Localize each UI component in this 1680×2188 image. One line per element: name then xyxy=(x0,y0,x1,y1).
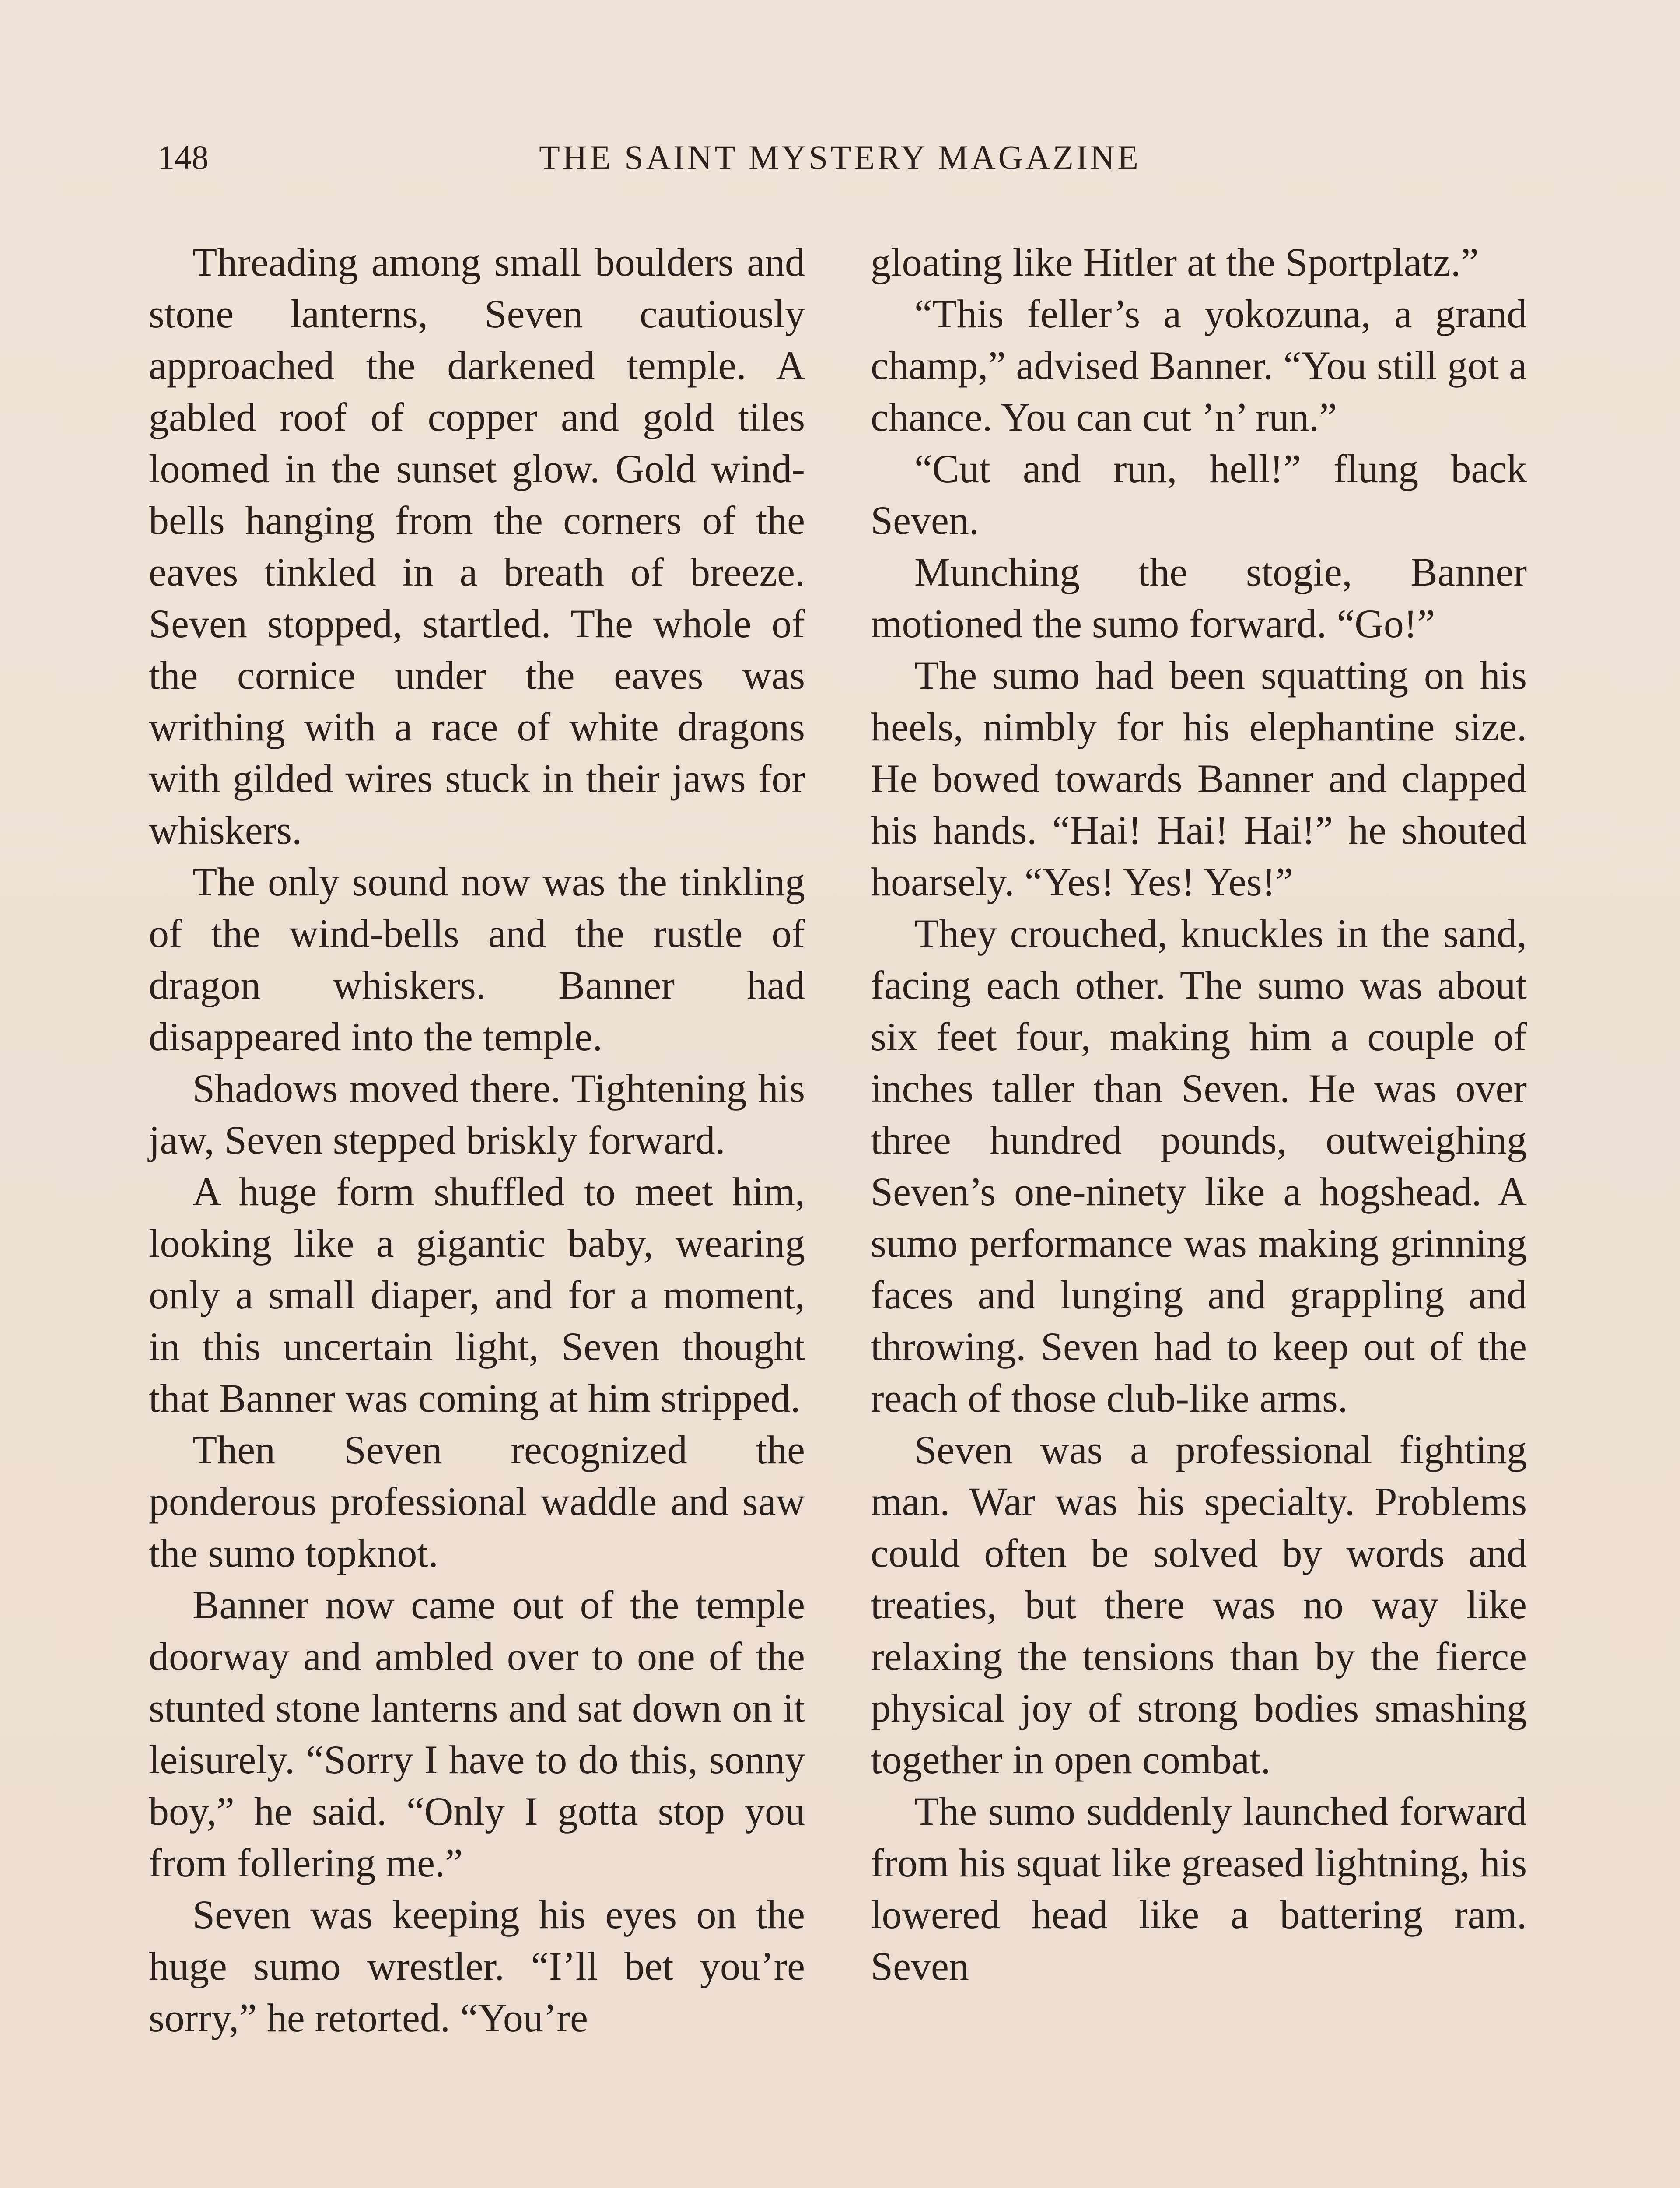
paragraph-continued: gloating like Hitler at the Sportplatz.” xyxy=(871,240,1479,284)
paragraph: A huge form shuffled to meet him, looking like a gigantic baby, wearing only a small diaper, and for a moment, in this uncertain light, Seven thought that Banner was coming at him stripped. xyxy=(149,1169,805,1420)
paragraph: Shadows moved there. Tightening his jaw, Seven stepped briskly forward. xyxy=(149,1066,805,1162)
paragraph: Then Seven recognized the ponderous professional waddle and saw the sumo topknot. xyxy=(149,1427,805,1575)
paragraph: The sumo suddenly launched forward from his squat like greased lightning, his lowered head like a battering ram. Seven xyxy=(871,1789,1527,1988)
right-column xyxy=(871,236,1527,1992)
left-column xyxy=(149,236,805,2044)
magazine-title: THE SAINT MYSTERY MAGAZINE xyxy=(539,138,1141,176)
running-head xyxy=(149,131,1531,184)
paragraph: “This feller’s a yokozuna, a grand champ,” advised Banner. “You still got a chance. You can cut ’n’ run.” xyxy=(871,291,1527,439)
paragraph: The only sound now was the tinkling of the wind-bells and the rustle of dragon whiskers. Banner had disappeared into the temple. xyxy=(149,859,805,1059)
paragraph: They crouched, knuckles in the sand, facing each other. The sumo was about six feet four, making him a couple of inches taller than Seven. He was over three hundred pounds, outweighing Seven’s one-ninety like a hogshead. A sumo performance was making grinning faces and lunging and grappling and throwing. Seven had to keep out of the reach of those club-like arms. xyxy=(871,911,1527,1420)
paragraph: Seven was a professional fighting man. War was his specialty. Problems could often be solved by words and treaties, but there was no way like relaxing the tensions than by the fierce physical joy of strong bodies smashing together in open combat. xyxy=(871,1427,1527,1782)
paragraph: Seven was keeping his eyes on the huge sumo wrestler. “I’ll bet you’re sorry,” he retorted. “You’re xyxy=(149,1892,805,2040)
paragraph: Banner now came out of the temple doorway and ambled over to one of the stunted stone lanterns and sat down on it leisurely. “Sorry I have to do this, sonny boy,” he said. “Only I gotta stop you from follering me.” xyxy=(149,1582,805,1885)
paragraph: Munching the stogie, Banner motioned the sumo forward. “Go!” xyxy=(871,550,1527,646)
paragraph: “Cut and run, hell!” flung back Seven. xyxy=(871,446,1527,543)
paragraph: Threading among small boulders and stone lanterns, Seven cautiously approached the darkened temple. A gabled roof of copper and gold tiles loomed in the sunset glow. Gold wind-bells hanging from the corners of the eaves tinkled in a breath of breeze. Seven stopped, startled. The whole of the cornice under the eaves was writhing with a race of white dragons with gilded wires stuck in their jaws for whiskers. xyxy=(149,240,805,852)
paragraph: The sumo had been squatting on his heels, nimbly for his elephantine size. He bowed towards Banner and clapped his hands. “Hai! Hai! Hai!” he shouted hoarsely. “Yes! Yes! Yes!” xyxy=(871,653,1527,904)
page-number: 148 xyxy=(158,138,209,176)
